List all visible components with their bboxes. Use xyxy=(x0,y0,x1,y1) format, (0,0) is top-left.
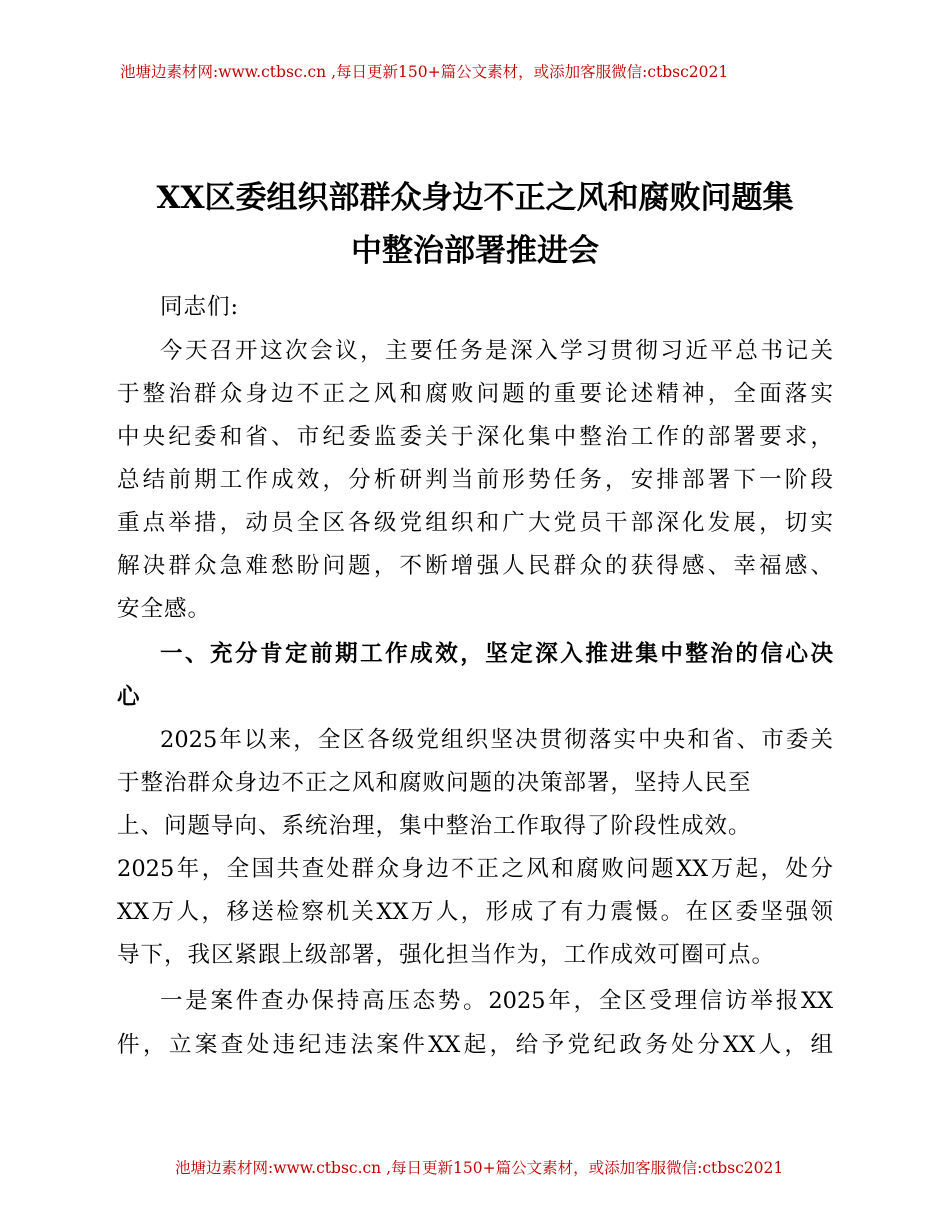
document-title-line-2: 中整治部署推进会 xyxy=(351,233,599,269)
paragraph-line: 2025年，全国共查处群众身边不正之风和腐败问题XX万起，处分 xyxy=(117,856,833,882)
header-watermark: 池塘边素材网:www.ctbsc.cn ,每日更新150+篇公文素材，或添加客服微信:ctbsc2021 xyxy=(120,63,729,81)
paragraph-line: 今天召开这次会议，主要任务是深入学习贯彻习近平总书记关 xyxy=(160,338,833,364)
paragraph-line: 解决群众急难愁盼问题，不断增强人民群众的获得感、幸福感、 xyxy=(117,553,833,579)
paragraph-line: 一是案件查办保持高压态势。2025年，全区受理信访举报XX xyxy=(160,988,833,1014)
paragraph-line: 重点举措，动员全区各级党组织和广大党员干部深化发展，切实 xyxy=(117,510,833,536)
section-heading-line: 心 xyxy=(117,684,141,710)
paragraph-line: 上、问题导向、系统治理，集中整治工作取得了阶段性成效。 xyxy=(117,813,752,839)
paragraph-line: 安全感。 xyxy=(117,596,212,622)
salutation: 同志们: xyxy=(160,294,240,320)
paragraph-line: XX万人，移送检察机关XX万人，形成了有力震慑。在区委坚强领 xyxy=(117,899,833,925)
paragraph-line: 于整治群众身边不正之风和腐败问题的重要论述精神，全面落实 xyxy=(117,381,833,407)
paragraph-line: 2025年以来，全区各级党组织坚决贯彻落实中央和省、市委关 xyxy=(160,727,833,753)
section-heading-line: 一、充分肯定前期工作成效，坚定深入推进集中整治的信心决 xyxy=(160,641,833,667)
paragraph-line: 中央纪委和省、市纪委监委关于深化集中整治工作的部署要求， xyxy=(117,424,833,450)
paragraph-line: 件，立案查处违纪违法案件XX起，给予党纪政务处分XX人，组 xyxy=(117,1032,833,1058)
paragraph-line: 于整治群众身边不正之风和腐败问题的决策部署，坚持人民至 xyxy=(117,770,752,796)
document-title-line-1: XX区委组织部群众身边不正之风和腐败问题集 xyxy=(156,180,794,216)
footer-watermark: 池塘边素材网:www.ctbsc.cn ,每日更新150+篇公文素材，或添加客服微信:ctbsc2021 xyxy=(175,1159,784,1177)
paragraph-line: 导下，我区紧跟上级部署，强化担当作为，工作成效可圈可点。 xyxy=(117,942,776,968)
paragraph-line: 总结前期工作成效，分析研判当前形势任务，安排部署下一阶段 xyxy=(117,467,833,493)
